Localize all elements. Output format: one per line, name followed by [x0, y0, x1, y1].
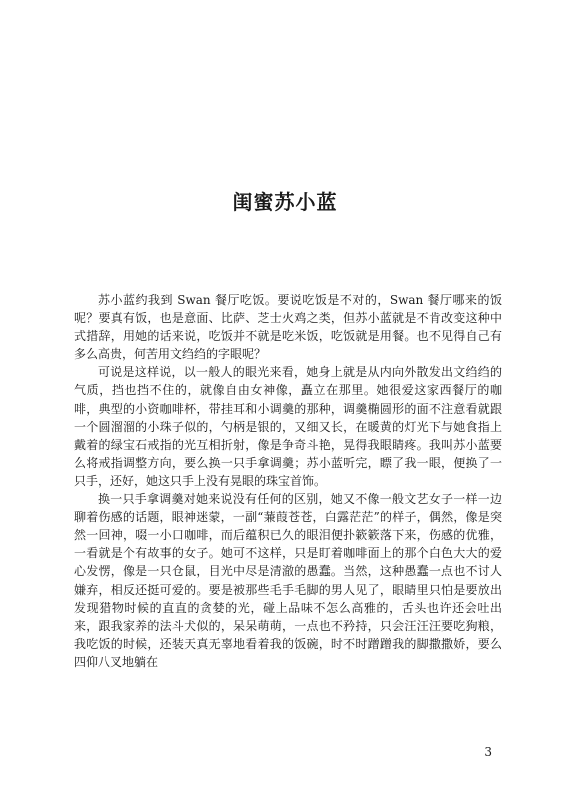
chapter-title: 闺蜜苏小蓝 [232, 190, 338, 214]
paragraph: 苏小蓝约我到 Swan 餐厅吃饭。要说吃饭是不对的，Swan 餐厅哪来的饭呢？要真有饭，也是意面、比萨、芝士火鸡之类，但苏小蓝就是不肯改变这种中式措辞，用她的话来说，吃饭并不就是吃米饭，吃饭就是用餐。也不见得自己有多么高贵，何苦用文绉绉的字眼呢？ [74, 293, 502, 362]
page-number: 3 [484, 745, 492, 759]
paragraph: 可说是这样说，以一般人的眼光来看，她身上就是从内向外散发出文绉绉的气质，挡也挡不住的，就像自由女神像，矗立在那里。她很爱这家西餐厅的咖啡，典型的小资咖啡杯，带挂耳和小调羹的那种，调羹椭圆形的面不注意看就跟一个圆溜溜的小珠子似的，勺柄是银的，又细又长，在暖黄的灯光下与她食指上戴着的绿宝石戒指的光互相折射，像是争奇斗艳，晃得我眼睛疼。我叫苏小蓝要么将戒指调整方向，要么换一只手拿调羹；苏小蓝听完，瞟了我一眼，便换了一只手，还好，她这只手上没有晃眼的珠宝首饰。 [74, 365, 502, 488]
paragraph: 换一只手拿调羹对她来说没有任何的区别，她又不像一般文艺女子一样一边聊着伤感的话题，眼神迷蒙，一副“蒹葭苍苍，白露茫茫”的样子，偶然，像是突然一回神，啜一小口咖啡，而后蕴积已久的眼泪便扑簌簌落下来，伤感的优雅，一看就是个有故事的女子。她可不这样，只是盯着咖啡面上的那个白色大大的爱心发愣，像是一只仓鼠，目光中尽是清澈的愚蠢。当然，这种愚蠢一点也不讨人嫌弃，相反还挺可爱的。要是被那些毛手毛脚的男人见了，眼睛里只怕是要放出发现猎物时候的直直的贪婪的光，碰上品味不怎么高雅的，舌头也许还会吐出来，跟我家养的法斗犬似的，呆呆萌萌，一点也不矜持，只会汪汪汪要吃狗粮，我吃饭的时候，还装天真无辜地看着我的饭碗，时不时蹭蹭我的脚撒撒娇，要么四仰八叉地躺在 [74, 492, 502, 669]
body-text [74, 291, 502, 671]
